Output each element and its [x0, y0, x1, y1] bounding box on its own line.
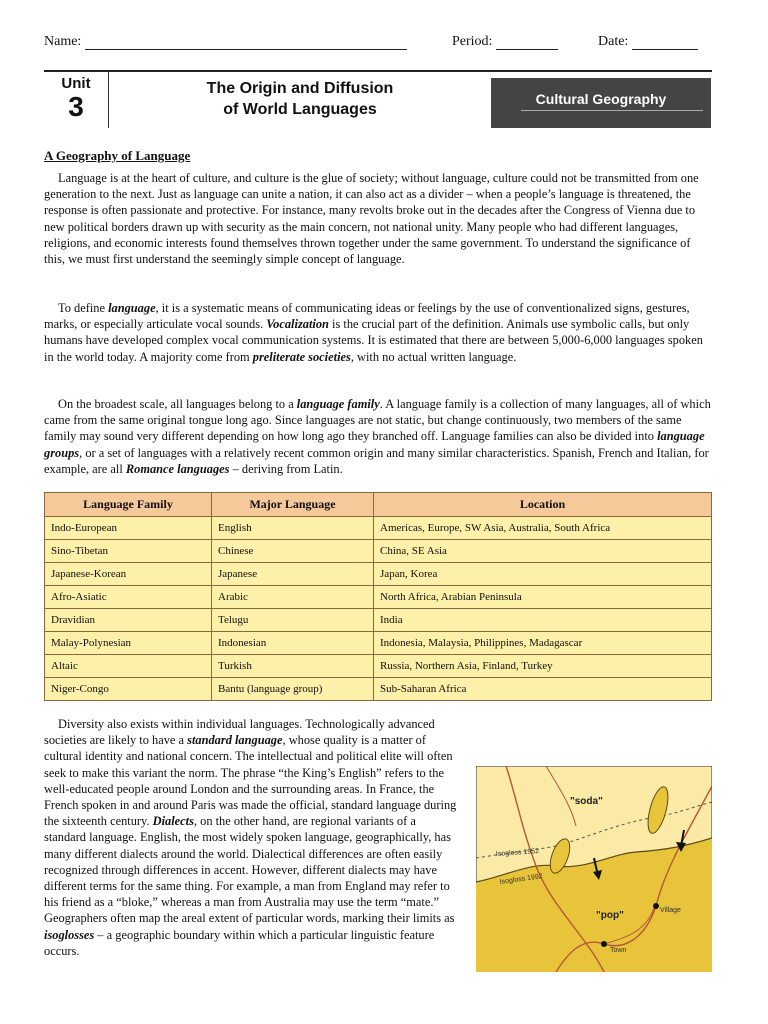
- section-heading: A Geography of Language: [44, 148, 191, 163]
- cell-location: Americas, Europe, SW Asia, Australia, South Africa: [374, 517, 712, 540]
- unit-block: [44, 72, 108, 122]
- date-blank[interactable]: [632, 35, 698, 50]
- cell-language: Telugu: [212, 609, 374, 632]
- header-rule: [44, 70, 712, 72]
- cell-language: Turkish: [212, 655, 374, 678]
- cell-family: Niger-Congo: [45, 678, 212, 701]
- cell-family: Sino-Tibetan: [45, 540, 212, 563]
- cell-location: Indonesia, Malaysia, Philippines, Madagascar: [374, 632, 712, 655]
- term-romance: Romance languages: [125, 461, 230, 476]
- col-header-language: Major Language: [212, 493, 374, 517]
- map-label-village: Village: [660, 907, 681, 914]
- name-label: Name:: [44, 34, 82, 49]
- period-blank[interactable]: [496, 35, 558, 50]
- col-header-location: Location: [374, 493, 712, 517]
- cell-family: Japanese-Korean: [45, 563, 212, 586]
- cell-family: Malay-Polynesian: [45, 632, 212, 655]
- map-label-town: Town: [610, 947, 627, 954]
- map-label-isogloss-1992: Isogloss 1992: [499, 873, 544, 886]
- isogloss-map: [476, 766, 712, 972]
- title-line-2: of World Languages: [223, 101, 377, 118]
- course-badge-text: Cultural Geography: [535, 91, 667, 107]
- title-line-1: The Origin and Diffusion: [206, 80, 394, 97]
- map-label-isogloss-1952: Isogloss 1952: [495, 847, 540, 858]
- paragraph-definition: To define language, it is a systematic means of communicating ideas or feelings by the use of conventionalized signs, gestures, marks, or especially articulate vocal sounds. Vocalization is the crucial part of the definition. Animals use symbolic calls, but only humans have developed complex vocal communication systems. It is estimated that there are between 5,000-6,000 languages spoken in the world today. A majority come from preliterate societies, with no actual written language.: [44, 301, 703, 364]
- cell-language: Bantu (language group): [212, 678, 374, 701]
- cell-language: English: [212, 517, 374, 540]
- term-language-family: language family: [296, 397, 380, 411]
- period-label: Period:: [452, 34, 493, 49]
- term-isoglosses: isoglosses: [44, 927, 95, 942]
- map-label-pop: "pop": [596, 910, 624, 921]
- table-header-row: [45, 493, 712, 517]
- cell-language: Chinese: [212, 540, 374, 563]
- cell-family: Afro-Asiatic: [45, 586, 212, 609]
- name-blank[interactable]: [85, 35, 407, 50]
- cell-language: Japanese: [212, 563, 374, 586]
- unit-number: 3: [68, 91, 84, 122]
- language-family-table: [44, 492, 712, 701]
- cell-location: Sub-Saharan Africa: [374, 678, 712, 701]
- col-header-family: Language Family: [45, 493, 212, 517]
- table-row: [45, 540, 712, 563]
- course-badge-underline: [521, 110, 703, 111]
- table-row: [45, 678, 712, 701]
- paragraph-families: On the broadest scale, all languages belong to a language family. A language family is a collection of many languages, all of which came from the same original tongue long ago. Since languages are not static, but change continuously, two members of the same family may sound very different depending on how long ago they branched off. Language families can also be divided into language groups, or a set of languages with a relatively recent common origin and many similar characteristics. Spanish, French and Italian, for example, are all Romance languages – deriving from Latin.: [44, 397, 711, 476]
- paragraph-intro: Language is at the heart of culture, and culture is the glue of society; without language, culture could not be transmitted from one generation to the next. Just as language can unite a nation, it can also act as a divider – when a people’s language is threatened, the response is often passionate and protective. For instance, many revolts broke out in the decades after the Congress of Vienna due to new political borders drawn up with security as the main concern, not national unity. Many people who had different languages, religions, and economic interests found themselves thrown together under the same government. To understand the significance of this, we must first understand the seemingly simple concept of language.: [44, 171, 699, 267]
- unit-divider: [108, 72, 109, 128]
- cell-location: Japan, Korea: [374, 563, 712, 586]
- term-standard-language: standard language: [187, 733, 283, 748]
- date-field[interactable]: [598, 34, 698, 50]
- cell-language: Indonesian: [212, 632, 374, 655]
- town-dot: [601, 941, 607, 947]
- table-row: [45, 632, 712, 655]
- course-badge: [491, 78, 711, 128]
- table-row: [45, 586, 712, 609]
- term-language: language: [108, 301, 156, 315]
- map-label-soda: "soda": [570, 796, 603, 807]
- cell-family: Dravidian: [45, 609, 212, 632]
- table-row: [45, 655, 712, 678]
- table-row: [45, 563, 712, 586]
- table-row: [45, 609, 712, 632]
- cell-location: Russia, Northern Asia, Finland, Turkey: [374, 655, 712, 678]
- page-title: [180, 78, 420, 120]
- date-label: Date:: [598, 34, 629, 49]
- cell-location: India: [374, 609, 712, 632]
- village-dot: [653, 903, 659, 909]
- paragraph-dialects: Diversity also exists within individual languages. Technologically advanced societies are likely to have a standard language, whose quality is a matter of cultural identity and national concern. The intellectual and political elite will often seek to make this variant the norm. The phrase “the King’s English” refers to the well-educated people around London and the surrounding areas. In France, the French spoken in and around Paris was made the official, standard language during the sixteenth century. Dialects, on the other hand, are regional variants of a standard language. English, the most widely spoken language, geographically, has many different dialects around the world. Dialectical differences are often easily recognized through differences in accent. However, different dialects may have different terms for the same thing. For example, a man from England may refer to his friend as a “bloke,” whereas a man from Australia may use the term “mate.” Geographers often map the areal extent of particular words, marking their limits as isoglosses – a geographic boundary within which a particular linguistic feature occurs.: [44, 716, 712, 976]
- term-language-groups: language groups: [44, 429, 705, 460]
- cell-family: Altaic: [45, 655, 212, 678]
- cell-location: China, SE Asia: [374, 540, 712, 563]
- period-field[interactable]: [452, 34, 558, 50]
- term-preliterate: preliterate societies: [252, 349, 351, 364]
- cell-language: Arabic: [212, 586, 374, 609]
- term-dialects: Dialects: [152, 814, 194, 829]
- unit-label: Unit: [61, 75, 91, 92]
- cell-family: Indo-European: [45, 517, 212, 540]
- name-field[interactable]: [44, 34, 407, 50]
- cell-location: North Africa, Arabian Peninsula: [374, 586, 712, 609]
- term-vocalization: Vocalization: [266, 317, 329, 332]
- table-row: [45, 517, 712, 540]
